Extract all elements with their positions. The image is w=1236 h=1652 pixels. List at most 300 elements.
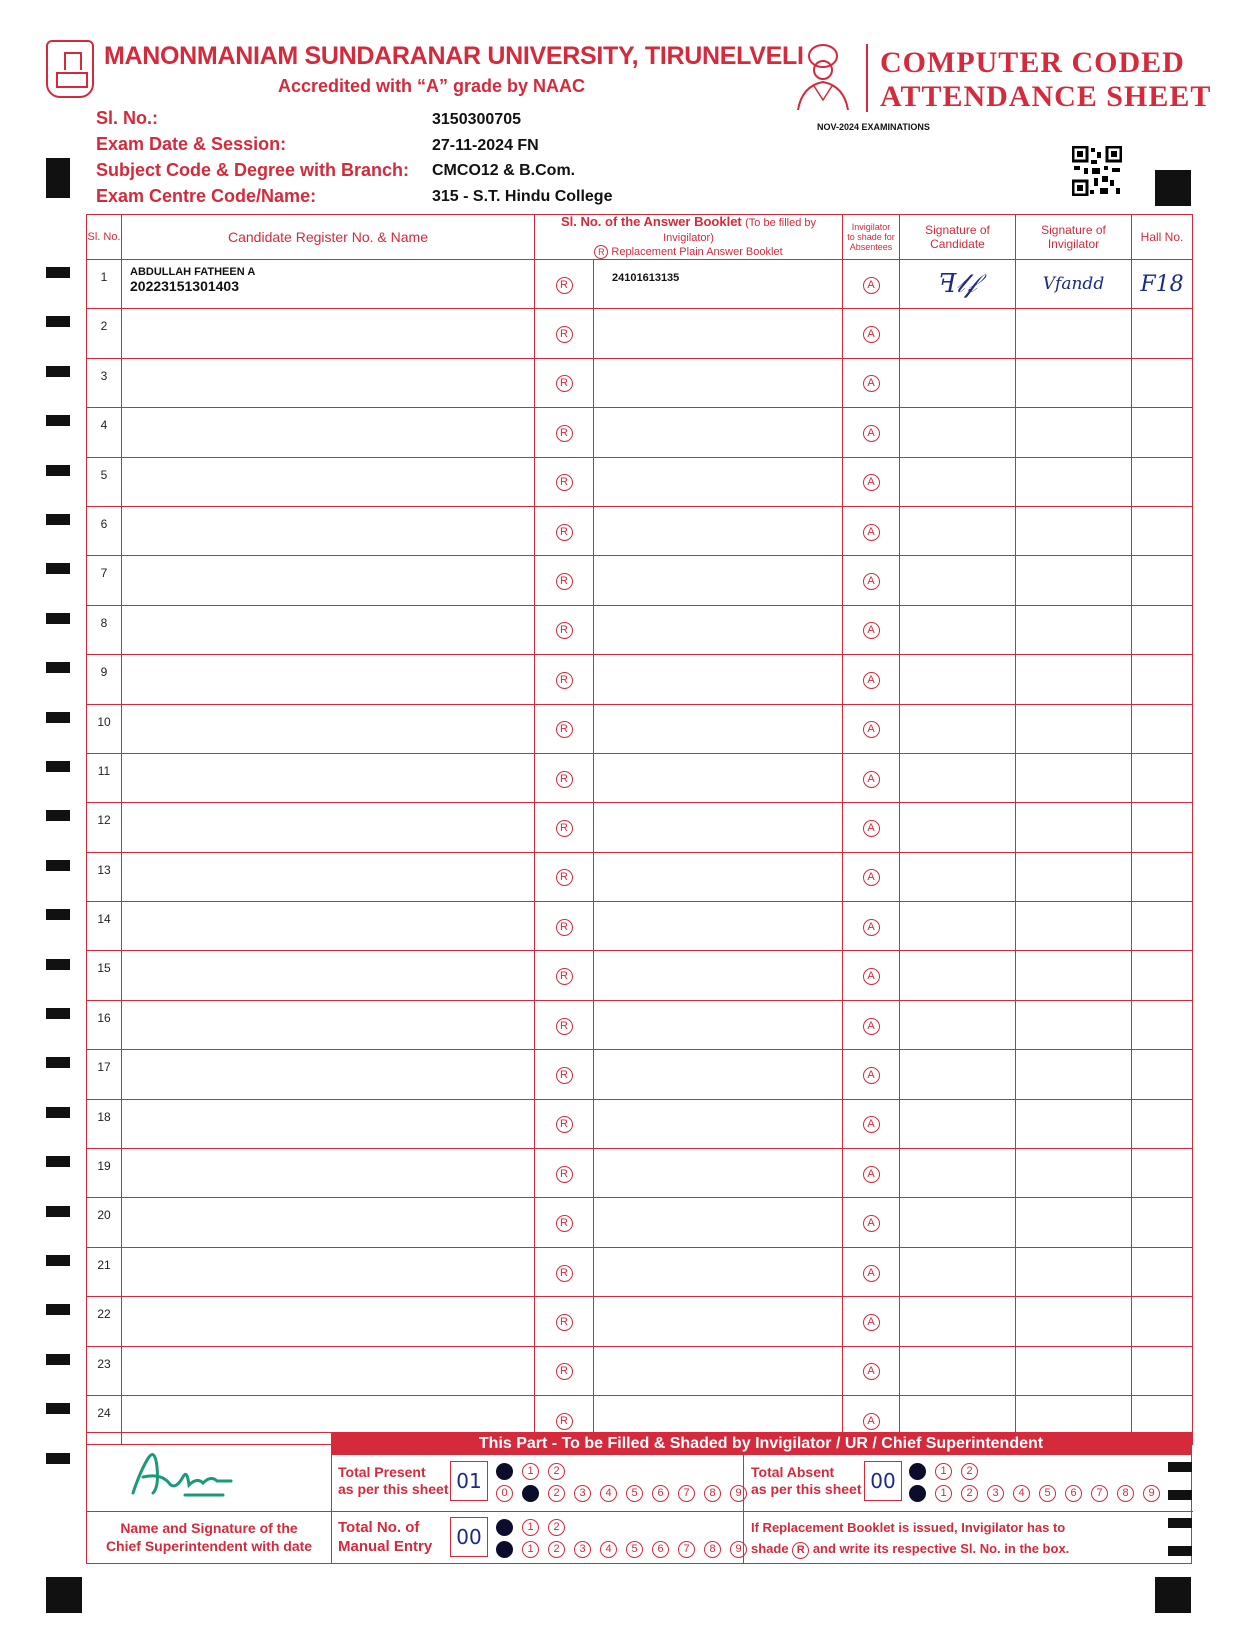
absentee-a-bubble[interactable]: A — [863, 1166, 880, 1183]
invigilator-signature[interactable] — [1016, 753, 1132, 802]
replacement-r-bubble[interactable]: R — [556, 721, 573, 738]
digit-bubble[interactable]: 9 — [730, 1485, 747, 1502]
replacement-r-bubble[interactable]: R — [556, 771, 573, 788]
candidate-signature[interactable] — [900, 605, 1016, 654]
row-sl-no: 5 — [87, 457, 122, 506]
hall-no-cell[interactable] — [1132, 408, 1193, 457]
replacement-r-bubble[interactable]: R — [556, 277, 573, 294]
absentee-a-bubble[interactable]: A — [863, 1018, 880, 1035]
digit-bubble[interactable]: 8 — [704, 1541, 721, 1558]
digit-bubble[interactable]: 7 — [1091, 1485, 1108, 1502]
timing-mark — [46, 909, 70, 920]
table-row — [87, 1346, 1193, 1395]
candidate-register-no: 20223151301403 — [130, 278, 240, 294]
absentee-cell[interactable] — [843, 1346, 900, 1395]
timing-mark — [46, 959, 70, 970]
digit-bubble[interactable]: 0 — [496, 1485, 513, 1502]
digit-bubble[interactable]: 1 — [522, 1519, 539, 1536]
absentee-a-bubble[interactable]: A — [863, 869, 880, 886]
timing-mark — [1155, 1577, 1191, 1613]
absentee-cell[interactable] — [843, 260, 900, 309]
digit-bubble[interactable]: 5 — [626, 1541, 643, 1558]
digit-bubble[interactable]: 1 — [522, 1541, 539, 1558]
table-row — [87, 902, 1193, 951]
digit-bubble[interactable]: 1 — [935, 1485, 952, 1502]
absentee-a-bubble[interactable]: A — [863, 375, 880, 392]
replacement-r-bubble[interactable]: R — [556, 1363, 573, 1380]
candidate-cell — [122, 1149, 535, 1198]
absentee-a-bubble[interactable]: A — [863, 968, 880, 985]
absentee-cell[interactable] — [843, 309, 900, 358]
row-sl-no: 22 — [87, 1297, 122, 1346]
row-sl-no: 6 — [87, 506, 122, 555]
candidate-signature[interactable] — [900, 1099, 1016, 1148]
timing-mark — [46, 810, 70, 821]
invigilator-signature[interactable] — [1016, 605, 1132, 654]
candidate-signature[interactable] — [900, 902, 1016, 951]
replacement-r-bubble[interactable]: R — [556, 869, 573, 886]
absentee-cell[interactable] — [843, 605, 900, 654]
booklet-no-cell[interactable] — [594, 753, 843, 802]
candidate-signature[interactable] — [900, 704, 1016, 753]
booklet-no-cell[interactable] — [594, 1247, 843, 1296]
total-absent-box[interactable]: 00 — [864, 1461, 902, 1501]
invigilator-signature[interactable] — [1016, 309, 1132, 358]
booklet-no-cell[interactable] — [594, 556, 843, 605]
candidate-signature[interactable] — [900, 753, 1016, 802]
col-hall-no: Hall No. — [1132, 215, 1193, 260]
absentee-cell[interactable] — [843, 556, 900, 605]
hall-no-cell[interactable] — [1132, 852, 1193, 901]
booklet-no-cell[interactable] — [594, 1099, 843, 1148]
invigilator-signature[interactable] — [1016, 1247, 1132, 1296]
qr-code-icon — [1072, 146, 1122, 196]
absentee-a-bubble[interactable]: A — [863, 1363, 880, 1380]
hall-no-cell[interactable] — [1132, 1000, 1193, 1049]
replacement-r-bubble[interactable]: R — [556, 524, 573, 541]
candidate-signature[interactable] — [900, 1198, 1016, 1247]
invigilator-signature[interactable] — [1016, 803, 1132, 852]
candidate-cell — [122, 1346, 535, 1395]
row-sl-no: 11 — [87, 753, 122, 802]
candidate-signature[interactable] — [900, 1149, 1016, 1198]
candidate-signature[interactable] — [900, 457, 1016, 506]
digit-bubble[interactable]: 7 — [678, 1541, 695, 1558]
absentee-a-bubble[interactable]: A — [863, 474, 880, 491]
replacement-note: If Replacement Booklet is issued, Invigilator has to shade R and write its respective Sl. No. in the box. — [751, 1517, 1069, 1559]
candidate-signature[interactable] — [900, 1297, 1016, 1346]
booklet-no-cell[interactable] — [594, 655, 843, 704]
invigilator-signature[interactable]: Vfandd — [1016, 260, 1132, 309]
booklet-no-cell[interactable] — [594, 1198, 843, 1247]
replacement-cell[interactable] — [535, 309, 594, 358]
digit-bubble[interactable]: 2 — [548, 1485, 565, 1502]
replacement-r-bubble[interactable]: R — [556, 1116, 573, 1133]
digit-bubble[interactable]: 3 — [574, 1485, 591, 1502]
candidate-cell — [122, 358, 535, 407]
absentee-a-bubble[interactable]: A — [863, 524, 880, 541]
replacement-cell[interactable] — [535, 655, 594, 704]
replacement-r-bubble[interactable]: R — [556, 425, 573, 442]
replacement-cell[interactable] — [535, 556, 594, 605]
hall-no-cell[interactable] — [1132, 753, 1193, 802]
digit-bubble[interactable]: 6 — [652, 1485, 669, 1502]
row-sl-no: 1 — [87, 260, 122, 309]
invigilator-signature[interactable] — [1016, 506, 1132, 555]
replacement-cell[interactable] — [535, 1346, 594, 1395]
invigilator-signature[interactable] — [1016, 1297, 1132, 1346]
replacement-cell[interactable] — [535, 951, 594, 1000]
absentee-cell[interactable] — [843, 1247, 900, 1296]
timing-mark — [46, 267, 70, 278]
candidate-cell — [122, 803, 535, 852]
timing-mark — [46, 316, 70, 327]
replacement-r-bubble[interactable]: R — [556, 1215, 573, 1232]
replacement-r-bubble[interactable]: R — [556, 1067, 573, 1084]
timing-mark — [46, 1304, 70, 1315]
replacement-cell[interactable] — [535, 1247, 594, 1296]
digit-bubble[interactable]: 6 — [652, 1541, 669, 1558]
digit-bubble[interactable]: 4 — [600, 1541, 617, 1558]
absentee-a-bubble[interactable]: A — [863, 573, 880, 590]
hall-no-cell[interactable] — [1132, 655, 1193, 704]
invigilator-signature[interactable] — [1016, 1198, 1132, 1247]
candidate-signature[interactable] — [900, 1247, 1016, 1296]
digit-bubble[interactable]: 3 — [574, 1541, 591, 1558]
invigilator-signature[interactable] — [1016, 1149, 1132, 1198]
absentee-a-bubble[interactable]: A — [863, 425, 880, 442]
row-sl-no: 14 — [87, 902, 122, 951]
booklet-no-cell[interactable]: 24101613135 — [594, 260, 843, 309]
digit-bubble[interactable]: 9 — [1143, 1485, 1160, 1502]
absentee-a-bubble[interactable]: A — [863, 1215, 880, 1232]
absentee-a-bubble[interactable]: A — [863, 1314, 880, 1331]
replacement-r-bubble[interactable]: R — [556, 375, 573, 392]
replacement-cell[interactable] — [535, 803, 594, 852]
candidate-signature[interactable] — [900, 556, 1016, 605]
total-present-box[interactable]: 01 — [450, 1461, 488, 1501]
subject-label: Subject Code & Degree with Branch: — [96, 160, 410, 180]
digit-bubble[interactable]: 0 — [496, 1519, 513, 1536]
absentee-cell[interactable] — [843, 506, 900, 555]
booklet-no-cell[interactable] — [594, 1297, 843, 1346]
digit-bubble[interactable]: 8 — [704, 1485, 721, 1502]
hall-no-cell[interactable] — [1132, 1050, 1193, 1099]
row-sl-no: 24 — [87, 1395, 122, 1444]
digit-bubble[interactable]: 2 — [961, 1463, 978, 1480]
row-sl-no: 18 — [87, 1099, 122, 1148]
replacement-cell[interactable] — [535, 358, 594, 407]
timing-mark — [46, 860, 70, 871]
invigilator-signature[interactable] — [1016, 655, 1132, 704]
replacement-r-bubble[interactable]: R — [556, 1166, 573, 1183]
replacement-cell[interactable] — [535, 1000, 594, 1049]
hall-no-cell[interactable] — [1132, 1247, 1193, 1296]
absentee-cell[interactable] — [843, 753, 900, 802]
digit-bubble[interactable]: 4 — [600, 1485, 617, 1502]
invigilator-signature[interactable] — [1016, 457, 1132, 506]
invigilator-signature[interactable] — [1016, 902, 1132, 951]
booklet-no-cell[interactable] — [594, 457, 843, 506]
row-sl-no: 19 — [87, 1149, 122, 1198]
replacement-r-bubble[interactable]: R — [556, 573, 573, 590]
digit-bubble[interactable]: 0 — [496, 1463, 513, 1480]
absentee-cell[interactable] — [843, 852, 900, 901]
invigilator-signature[interactable] — [1016, 408, 1132, 457]
booklet-no-cell[interactable] — [594, 902, 843, 951]
absentee-cell[interactable] — [843, 704, 900, 753]
booklet-no-cell[interactable] — [594, 408, 843, 457]
candidate-signature[interactable]: ꟻ𝓁𝒻 — [900, 260, 1016, 309]
university-logo — [46, 40, 94, 98]
hall-no-cell[interactable]: F18 — [1132, 260, 1193, 309]
hall-no-cell[interactable] — [1132, 902, 1193, 951]
candidate-signature[interactable] — [900, 309, 1016, 358]
absentee-cell[interactable] — [843, 655, 900, 704]
candidate-signature[interactable] — [900, 408, 1016, 457]
digit-bubble[interactable]: 8 — [1117, 1485, 1134, 1502]
replacement-cell[interactable] — [535, 1297, 594, 1346]
replacement-cell[interactable] — [535, 1099, 594, 1148]
booklet-no-cell[interactable] — [594, 704, 843, 753]
booklet-no-cell[interactable] — [594, 506, 843, 555]
row-sl-no: 13 — [87, 852, 122, 901]
subject-value: CMCO12 & B.Com. — [432, 162, 576, 179]
table-row — [87, 457, 1193, 506]
candidate-signature[interactable] — [900, 1000, 1016, 1049]
replacement-cell[interactable] — [535, 704, 594, 753]
hall-no-cell[interactable] — [1132, 1198, 1193, 1247]
replacement-r-bubble[interactable]: R — [556, 1265, 573, 1282]
hall-no-cell[interactable] — [1132, 1346, 1193, 1395]
replacement-r-bubble[interactable]: R — [556, 919, 573, 936]
timing-mark — [46, 712, 70, 723]
table-row — [87, 1050, 1193, 1099]
table-row — [87, 1000, 1193, 1049]
candidate-signature[interactable] — [900, 1050, 1016, 1099]
row-sl-no: 10 — [87, 704, 122, 753]
absentee-cell[interactable] — [843, 1050, 900, 1099]
digit-bubble[interactable]: 9 — [730, 1541, 747, 1558]
absentee-a-bubble[interactable]: A — [863, 1413, 880, 1430]
hall-no-cell[interactable] — [1132, 1149, 1193, 1198]
absentee-cell[interactable] — [843, 1099, 900, 1148]
timing-mark — [1155, 170, 1191, 206]
absentee-cell[interactable] — [843, 1297, 900, 1346]
timing-mark — [46, 1354, 70, 1365]
hall-no-cell[interactable] — [1132, 951, 1193, 1000]
hall-no-cell[interactable] — [1132, 506, 1193, 555]
absentee-a-bubble[interactable]: A — [863, 820, 880, 837]
timing-mark — [46, 563, 70, 574]
replacement-r-bubble[interactable]: R — [556, 1314, 573, 1331]
hall-no-cell[interactable] — [1132, 1099, 1193, 1148]
absentee-a-bubble[interactable]: A — [863, 672, 880, 689]
candidate-signature[interactable] — [900, 803, 1016, 852]
digit-bubble[interactable]: 7 — [678, 1485, 695, 1502]
row-sl-no: 21 — [87, 1247, 122, 1296]
replacement-cell[interactable] — [535, 408, 594, 457]
digit-bubble[interactable]: 1 — [522, 1463, 539, 1480]
hall-no-cell[interactable] — [1132, 309, 1193, 358]
candidate-signature[interactable] — [900, 852, 1016, 901]
hall-no-cell[interactable] — [1132, 358, 1193, 407]
absentee-cell[interactable] — [843, 457, 900, 506]
absentee-cell[interactable] — [843, 358, 900, 407]
timing-mark — [1168, 1518, 1192, 1528]
absentee-cell[interactable] — [843, 951, 900, 1000]
absentee-a-bubble[interactable]: A — [863, 1265, 880, 1282]
absentee-cell[interactable] — [843, 1149, 900, 1198]
replacement-cell[interactable] — [535, 506, 594, 555]
candidate-cell — [122, 753, 535, 802]
invigilator-signature[interactable] — [1016, 951, 1132, 1000]
booklet-no-cell[interactable] — [594, 852, 843, 901]
hall-no-cell[interactable] — [1132, 803, 1193, 852]
digit-bubble[interactable]: 1 — [522, 1485, 539, 1502]
manual-entry-box[interactable]: 00 — [450, 1517, 488, 1557]
row-sl-no: 23 — [87, 1346, 122, 1395]
candidate-cell — [122, 506, 535, 555]
accreditation-text: Accredited with “A” grade by NAAC — [278, 76, 586, 96]
manual-entry-label: Total No. of Manual Entry — [338, 1519, 433, 1555]
timing-mark — [1168, 1490, 1192, 1500]
absentee-a-bubble[interactable]: A — [863, 622, 880, 639]
digit-bubble[interactable]: 5 — [626, 1485, 643, 1502]
absentee-a-bubble[interactable]: A — [863, 721, 880, 738]
replacement-r-bubble[interactable]: R — [556, 474, 573, 491]
replacement-r-bubble[interactable]: R — [556, 672, 573, 689]
candidate-signature[interactable] — [900, 506, 1016, 555]
replacement-cell[interactable] — [535, 1149, 594, 1198]
booklet-no-cell[interactable] — [594, 605, 843, 654]
absentee-a-bubble[interactable]: A — [863, 771, 880, 788]
candidate-signature[interactable] — [900, 951, 1016, 1000]
booklet-no-cell[interactable] — [594, 951, 843, 1000]
digit-bubble[interactable]: 4 — [1013, 1485, 1030, 1502]
sl-no-value: 3150300705 — [432, 111, 521, 128]
replacement-cell[interactable] — [535, 457, 594, 506]
replacement-r-bubble[interactable]: R — [556, 820, 573, 837]
digit-bubble[interactable]: 0 — [909, 1485, 926, 1502]
invigilator-signature[interactable] — [1016, 852, 1132, 901]
total-present-units — [496, 1483, 756, 1502]
absentee-a-bubble[interactable]: A — [863, 277, 880, 294]
replacement-r-bubble[interactable]: R — [556, 968, 573, 985]
hall-no-cell[interactable] — [1132, 605, 1193, 654]
replacement-cell[interactable] — [535, 605, 594, 654]
absentee-cell[interactable] — [843, 408, 900, 457]
centre-value: 315 - S.T. Hindu College — [432, 188, 613, 205]
table-row — [87, 260, 1193, 309]
replacement-r-bubble[interactable]: R — [556, 622, 573, 639]
invigilator-signature[interactable] — [1016, 704, 1132, 753]
digit-bubble[interactable]: 0 — [496, 1541, 513, 1558]
digit-bubble[interactable]: 2 — [548, 1463, 565, 1480]
booklet-no-cell[interactable] — [594, 1050, 843, 1099]
timing-mark — [46, 662, 70, 673]
founder-portrait-icon — [792, 42, 854, 110]
table-row — [87, 1198, 1193, 1247]
absentee-cell[interactable] — [843, 902, 900, 951]
booklet-no-cell[interactable] — [594, 803, 843, 852]
hall-no-cell[interactable] — [1132, 556, 1193, 605]
candidate-name: ABDULLAH FATHEEN A — [130, 266, 256, 278]
replacement-r-bubble[interactable]: R — [556, 1018, 573, 1035]
invigilator-signature[interactable] — [1016, 556, 1132, 605]
absentee-cell[interactable] — [843, 1198, 900, 1247]
hall-no-cell[interactable] — [1132, 704, 1193, 753]
absentee-a-bubble[interactable]: A — [863, 1116, 880, 1133]
digit-bubble[interactable]: 2 — [548, 1519, 565, 1536]
digit-bubble[interactable]: 0 — [909, 1463, 926, 1480]
candidate-signature[interactable] — [900, 358, 1016, 407]
invigilator-signature[interactable] — [1016, 1050, 1132, 1099]
candidate-signature[interactable] — [900, 655, 1016, 704]
table-row — [87, 803, 1193, 852]
replacement-cell[interactable] — [535, 852, 594, 901]
timing-mark — [46, 158, 70, 198]
hall-no-cell[interactable] — [1132, 1297, 1193, 1346]
candidate-cell — [122, 951, 535, 1000]
invigilator-signature[interactable] — [1016, 1346, 1132, 1395]
absentee-cell[interactable] — [843, 1000, 900, 1049]
absentee-a-bubble[interactable]: A — [863, 919, 880, 936]
replacement-cell[interactable] — [535, 1198, 594, 1247]
digit-bubble[interactable]: 1 — [935, 1463, 952, 1480]
invigilator-signature[interactable] — [1016, 358, 1132, 407]
timing-mark — [46, 761, 70, 772]
replacement-cell[interactable] — [535, 902, 594, 951]
booklet-no-cell[interactable] — [594, 1000, 843, 1049]
booklet-no-cell[interactable] — [594, 1346, 843, 1395]
digit-bubble[interactable]: 3 — [987, 1485, 1004, 1502]
table-row — [87, 309, 1193, 358]
replacement-cell[interactable] — [535, 1050, 594, 1099]
digit-bubble[interactable]: 6 — [1065, 1485, 1082, 1502]
booklet-no-cell[interactable] — [594, 358, 843, 407]
table-row — [87, 358, 1193, 407]
absentee-a-bubble[interactable]: A — [863, 326, 880, 343]
replacement-r-icon: R — [594, 245, 608, 259]
col-candidate: Candidate Register No. & Name — [122, 215, 535, 260]
table-row — [87, 655, 1193, 704]
exam-tag: NOV-2024 EXAMINATIONS — [817, 122, 930, 132]
replacement-cell[interactable] — [535, 753, 594, 802]
candidate-cell — [122, 852, 535, 901]
absentee-a-bubble[interactable]: A — [863, 1067, 880, 1084]
absentee-cell[interactable] — [843, 803, 900, 852]
invigilator-signature[interactable] — [1016, 1099, 1132, 1148]
row-sl-no: 2 — [87, 309, 122, 358]
replacement-r-bubble[interactable]: R — [556, 1413, 573, 1430]
digit-bubble[interactable]: 5 — [1039, 1485, 1056, 1502]
booklet-no-cell[interactable] — [594, 1149, 843, 1198]
candidate-cell — [122, 309, 535, 358]
booklet-no-cell[interactable] — [594, 309, 843, 358]
row-sl-no: 12 — [87, 803, 122, 852]
section-banner: This Part - To be Filled & Shaded by Invigilator / UR / Chief Superintendent — [331, 1433, 1191, 1455]
candidate-signature[interactable] — [900, 1346, 1016, 1395]
candidate-cell — [122, 1198, 535, 1247]
replacement-cell[interactable] — [535, 260, 594, 309]
digit-bubble[interactable]: 2 — [961, 1485, 978, 1502]
invigilator-section — [86, 1432, 1192, 1564]
digit-bubble[interactable]: 2 — [548, 1541, 565, 1558]
invigilator-signature[interactable] — [1016, 1000, 1132, 1049]
replacement-r-bubble[interactable]: R — [556, 326, 573, 343]
hall-no-cell[interactable] — [1132, 457, 1193, 506]
